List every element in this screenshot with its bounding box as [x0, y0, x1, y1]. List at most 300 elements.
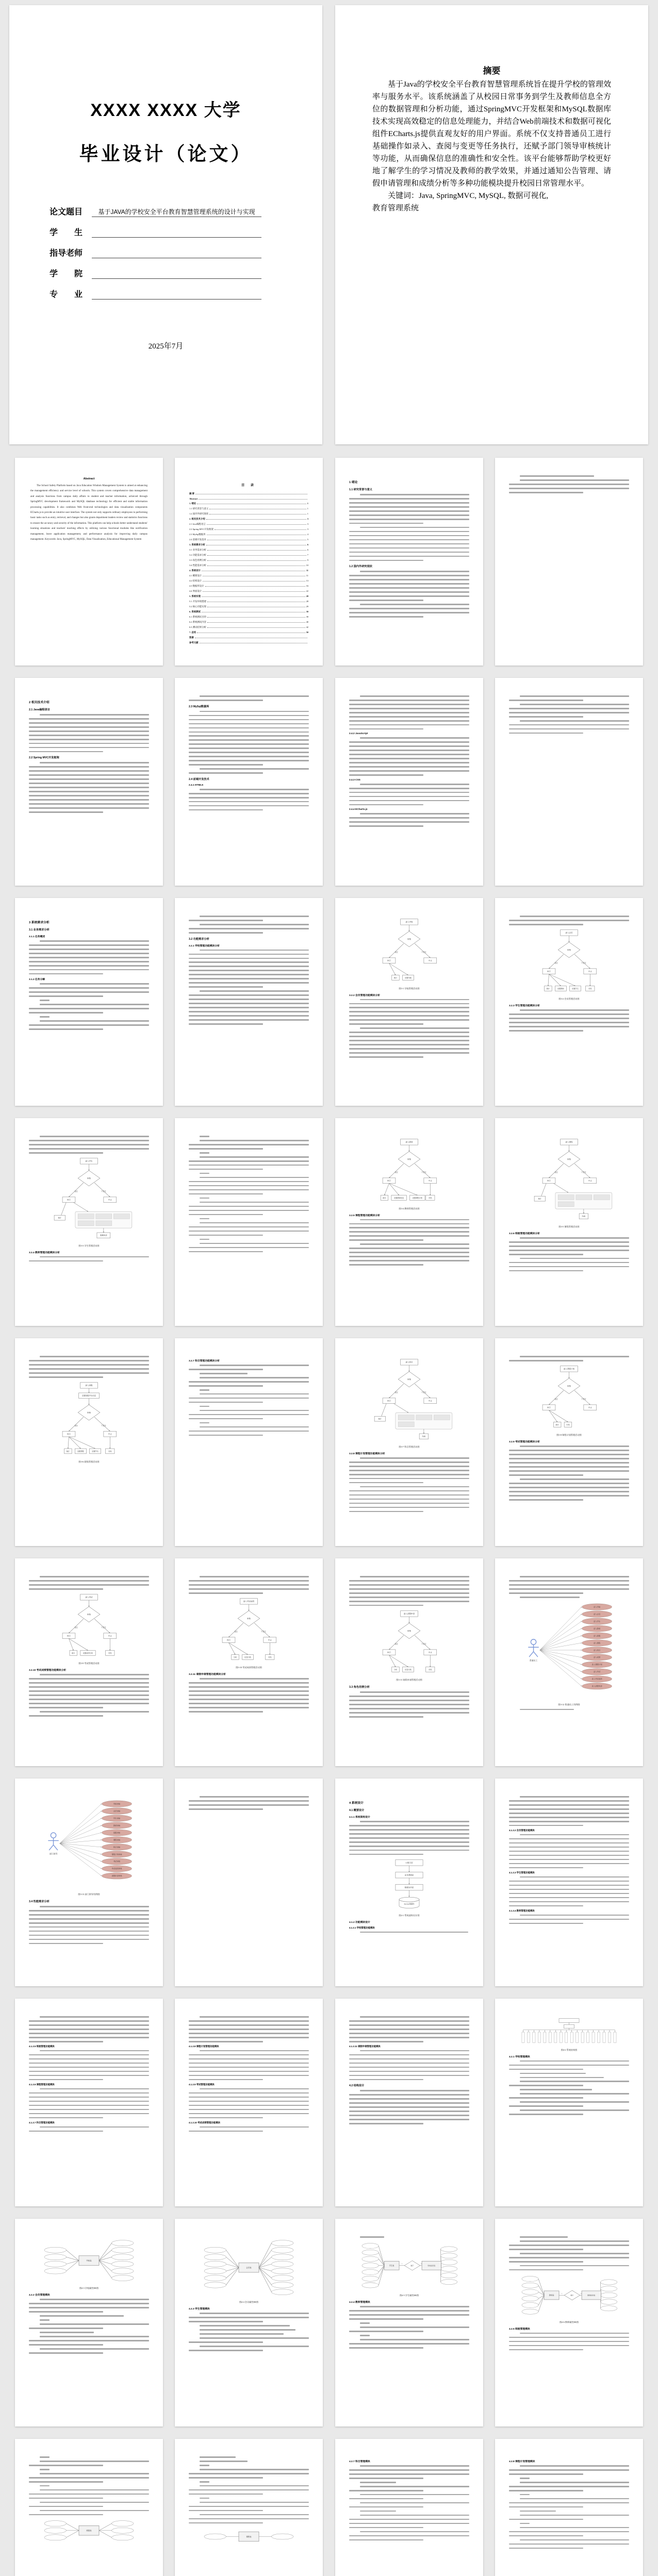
text-line: [360, 494, 469, 495]
toc-entry-label: 1. 绪论: [189, 502, 196, 505]
text-line: [520, 1597, 580, 1598]
text-line: [40, 2473, 149, 2474]
paragraph-lines: [29, 1256, 149, 1262]
page-thumbnail-21: [335, 1338, 483, 1546]
text-line: [29, 735, 149, 736]
text-line: [189, 2117, 263, 2119]
section-heading: 4.2.8 课程计划管理模块: [509, 2461, 535, 2463]
text-line: [360, 1576, 469, 1577]
text-line: [349, 591, 469, 593]
toc-entry: [189, 636, 308, 639]
english-abstract-text: The School Safety Platform based on Java Education Wisdom Management System is aimed at enhancing the management efficiency and service level of schools. This system covers comprehensive data management and analysis functions from campus daily affairs to student and teacher information, achieved through SpringMVC development framework and MySQL database technology for efficient and stable information processing capabilities. It also combines Web front-end technologies and data visualization components ECharts.js to provide an intuitive user interface. The system not only supports ordinary employees in performing basic tasks such as entry, retrieval, and changes but also grants department leaders review and statistics functions to ensure the accuracy and security of the information. This platform can help schools better understand students' learning situations and teachers' teaching effects by utilizing various functional modules like notification management, leave application management, and performance analysis for improving daily campus management. Keywords: Java, SpringMVC, MySQL, Data Visualization, Educational Management System: [30, 485, 147, 541]
text-line: [509, 2519, 583, 2520]
text-line: [189, 954, 309, 955]
svg-text:学生审核: 学生审核: [113, 1817, 121, 1820]
text-line: [29, 1943, 103, 1945]
text-line: [520, 479, 629, 481]
paragraph-lines: [509, 1009, 629, 1032]
text-line: [349, 1601, 469, 1602]
svg-text:1: 1: [402, 2263, 403, 2265]
toc-dot-leader: [207, 554, 306, 556]
paragraph-lines: [509, 1576, 629, 1594]
text-line: [509, 1905, 583, 1907]
cover-field-row: [50, 228, 261, 238]
text-line: [509, 1266, 629, 1268]
svg-text:中止: 中止: [428, 1400, 432, 1402]
page-thumbnail-34: [495, 1999, 643, 2206]
text-line: [189, 732, 309, 733]
toc-entry-label: 4. 系统设计: [189, 569, 201, 572]
text-line: [360, 2515, 469, 2516]
paragraph-lines: [29, 762, 149, 812]
abstract-keywords-line2: 教育管理系统: [372, 204, 419, 212]
svg-text:中止: 中止: [108, 1433, 112, 1435]
paragraph-lines: [189, 1410, 309, 1420]
figure-caption: 图4-4 会员属性ER图: [239, 2301, 259, 2304]
text-line: [29, 1686, 149, 1688]
text-line: [349, 2310, 469, 2312]
text-line: [349, 2347, 423, 2349]
text-line: [29, 2054, 149, 2056]
text-line: [349, 700, 469, 701]
toc-entry-label: 2.1 Java编程语言: [189, 523, 206, 526]
text-line: [29, 2328, 103, 2329]
toc-dot-leader: [205, 585, 305, 587]
svg-text:执行: 执行: [67, 1635, 71, 1637]
paragraph-lines: [349, 1027, 469, 1057]
section-heading: 4.1.2.5 班级管理功能模块: [29, 2045, 55, 2048]
text-line: [349, 506, 469, 508]
paragraph-lines: [349, 737, 469, 775]
text-line: [509, 1270, 583, 1272]
figure-caption: 图3-9 考试管理活动图: [78, 1662, 100, 1665]
page-thumbnail-22: [495, 1338, 643, 1546]
text-line: [189, 1144, 309, 1145]
text-line: [360, 1027, 469, 1029]
text-line: [200, 2502, 309, 2503]
text-line: [349, 2539, 423, 2541]
text-line: [40, 1906, 149, 1907]
paragraph-lines: [509, 2101, 629, 2107]
text-line: [29, 2311, 103, 2313]
paragraph-lines: [509, 2077, 629, 2079]
svg-text:分析: 分析: [393, 1668, 398, 1671]
text-line: [520, 2523, 530, 2524]
paragraph-lines: [349, 2465, 469, 2479]
toc-dot-leader: [207, 533, 306, 535]
text-line: [509, 1580, 629, 1582]
figure-caption: 图3-12 普通员工用例图: [558, 1703, 580, 1706]
text-line: [520, 2236, 568, 2238]
text-line: [200, 1198, 209, 1199]
text-line: [189, 1588, 309, 1590]
svg-text:设置学生: 设置学生: [92, 1450, 98, 1453]
section-heading: 4.1.2.7 科目管理功能模块: [29, 2121, 55, 2124]
svg-text:通过: 通过: [554, 962, 558, 965]
page-thumbnail-13: [335, 898, 483, 1106]
page-thumbnail-4: [175, 458, 323, 666]
toc-entry-label: 3.1 业务需求分析: [189, 549, 206, 552]
text-line: [29, 2071, 149, 2072]
text-line: [349, 716, 469, 718]
text-line: [189, 793, 309, 794]
text-line: [349, 728, 423, 730]
section-heading: 4 系统设计: [349, 1802, 364, 1805]
svg-text:中止: 中止: [428, 1179, 432, 1182]
text-line: [189, 2522, 263, 2524]
text-line: [189, 2518, 309, 2520]
text-line: [520, 2093, 629, 2095]
text-line: [29, 751, 103, 753]
text-line: [40, 2510, 149, 2512]
text-line: [29, 957, 149, 958]
text-line: [520, 916, 629, 917]
text-line: [200, 2514, 309, 2516]
paragraph-lines: [189, 1152, 309, 1154]
text-line: [200, 990, 309, 992]
text-line: [509, 1241, 629, 1243]
toc-entry: [189, 518, 308, 521]
text-line: [29, 953, 149, 954]
text-line: [189, 970, 309, 971]
svg-text:执行: 执行: [387, 1400, 391, 1402]
paragraph-lines: [509, 2240, 629, 2250]
svg-text:审核: 审核: [567, 1158, 571, 1160]
svg-text:部门领导: 部门领导: [49, 1853, 58, 1855]
text-line: [509, 1487, 629, 1488]
text-line: [509, 1360, 583, 1361]
paragraph-lines: [349, 494, 469, 524]
toc-dot-leader: [199, 497, 307, 500]
text-line: [349, 1256, 469, 1257]
text-line: [349, 1584, 469, 1586]
text-line: [509, 1018, 629, 1019]
text-line: [360, 2090, 469, 2091]
text-line: [349, 2469, 469, 2471]
text-line: [40, 2016, 149, 2018]
svg-text:不通过: 不通过: [101, 1424, 106, 1427]
text-line: [509, 1923, 583, 1924]
svg-text:分析: 分析: [233, 1656, 237, 1658]
page-thumbnail-37: [335, 2219, 483, 2427]
paragraph-lines: [29, 2336, 149, 2346]
text-line: [200, 1218, 209, 1220]
text-line: [349, 1588, 469, 1590]
text-line: [200, 1243, 309, 1244]
text-line: [349, 704, 469, 705]
paragraph-lines: [189, 2481, 309, 2483]
section-heading: 3.4 性能需求分析: [29, 1900, 50, 1903]
svg-text:统计: 统计: [378, 1418, 382, 1420]
page-thumbnail-14: [495, 898, 643, 1106]
toc-page-number: 13: [306, 579, 308, 582]
text-line: [360, 2016, 469, 2018]
page-thumbnail-40: [175, 2439, 323, 2576]
toc-entry-label: 3.2 功能需求分析: [189, 554, 206, 556]
toc-dot-leader: [203, 579, 305, 581]
paragraph-lines: [29, 2323, 149, 2329]
er-diagram: [15, 2518, 163, 2545]
text-line: [29, 795, 149, 796]
svg-text:设置教师: 设置教师: [557, 987, 564, 990]
text-line: [189, 715, 309, 717]
text-line: [349, 712, 469, 713]
text-line: [349, 575, 469, 576]
text-line: [29, 807, 149, 809]
text-line: [509, 1800, 629, 1802]
text-line: [520, 1009, 629, 1011]
text-line: [349, 1829, 469, 1831]
toc-page-number: 6: [307, 543, 308, 546]
page-thumbnail-25: [335, 1558, 483, 1766]
paragraph-lines: [509, 1876, 629, 1906]
text-line: [520, 2060, 629, 2062]
toc-page-number: 16: [306, 584, 308, 587]
figure-caption: 图4-3 学校属性ER图: [79, 2287, 99, 2290]
text-line: [189, 2113, 309, 2115]
text-line: [189, 2473, 309, 2474]
paragraph-lines: [509, 2093, 629, 2099]
svg-text:审核: 审核: [407, 1630, 412, 1632]
svg-text:课程审核: 课程审核: [113, 1839, 121, 1841]
text-line: [509, 1030, 583, 1032]
page-thumbnail-35: [15, 2219, 163, 2427]
svg-text:科目审核: 科目审核: [113, 1846, 121, 1849]
text-line: [189, 2510, 263, 2512]
svg-text:录入成绩: 录入成绩: [593, 1656, 601, 1659]
text-line: [189, 747, 309, 749]
svg-text:不通过: 不通过: [421, 951, 426, 954]
text-line: [509, 700, 583, 701]
toc-dot-leader: [197, 502, 306, 504]
text-line: [200, 1136, 209, 1137]
text-line: [189, 2063, 309, 2064]
paragraph-lines: [29, 1356, 149, 1378]
text-line: [29, 726, 149, 728]
paragraph-lines: [509, 2498, 629, 2508]
toc-page-number: 40: [306, 620, 308, 623]
paragraph-lines: [349, 1243, 469, 1266]
text-line: [40, 1674, 149, 1675]
section-heading: 4.2.3 学生管理模块: [189, 2308, 210, 2311]
text-line: [509, 1454, 629, 1455]
text-line: [360, 813, 469, 815]
toc-dot-leader: [207, 626, 305, 628]
paragraph-lines: [29, 983, 149, 997]
paragraph-lines: [29, 2299, 149, 2313]
section-heading: 4.1.1 系统架构设计: [349, 1816, 370, 1819]
svg-text:通过: 通过: [74, 1626, 78, 1629]
text-line: [509, 2257, 629, 2258]
svg-text:归档: 归档: [429, 1668, 432, 1671]
text-line: [360, 1457, 469, 1459]
paragraph-lines: [509, 2089, 629, 2090]
text-line: [349, 2110, 469, 2112]
paragraph-lines: [349, 999, 469, 1025]
text-line: [349, 2102, 469, 2104]
toc-entry: [189, 585, 308, 588]
text-line: [509, 1847, 629, 1848]
svg-text:执行: 执行: [226, 1639, 231, 1641]
text-line: [349, 498, 469, 500]
text-line: [349, 720, 469, 722]
paragraph-lines: [509, 2465, 629, 2475]
page-thumbnail-27: [15, 1779, 163, 1986]
activity-diagram: [15, 1156, 163, 1243]
toc-dot-leader: [215, 528, 306, 530]
text-line: [349, 2498, 423, 2500]
page-thumbnail-31: [15, 1999, 163, 2206]
section-heading: 4.1 概要设计: [349, 1809, 365, 1812]
svg-text:设置课程计划: 设置课程计划: [412, 1196, 422, 1199]
figure-caption: 图3-13 部门领导用例图: [78, 1892, 100, 1896]
text-line: [29, 1144, 149, 1145]
text-line: [189, 920, 263, 921]
text-line: [509, 1013, 629, 1015]
page-thumbnail-12: [175, 898, 323, 1106]
text-line: [509, 2544, 629, 2545]
text-line: [509, 2345, 629, 2347]
text-line: [520, 2511, 556, 2512]
text-line: [189, 2033, 309, 2034]
text-line: [200, 2050, 309, 2052]
text-line: [29, 1694, 149, 1696]
text-line: [189, 2489, 309, 2491]
section-heading: 4.1.2.8 课程计划管理功能模块: [189, 2045, 219, 2048]
text-line: [509, 728, 629, 730]
page-thumbnail-33: [335, 1999, 483, 2206]
cover-field-row: [50, 270, 261, 279]
field-underline: [92, 228, 261, 238]
text-line: [189, 1707, 309, 1708]
paragraph-lines: [189, 990, 309, 1024]
text-line: [29, 944, 149, 946]
text-line: [509, 1483, 629, 1484]
svg-text:审核: 审核: [567, 949, 571, 951]
text-line: [509, 1901, 629, 1903]
text-line: [349, 535, 469, 537]
text-line: [29, 2109, 149, 2110]
text-line: [29, 961, 149, 962]
svg-text:UI展示层: UI展示层: [405, 1862, 413, 1864]
text-line: [349, 510, 469, 512]
text-line: [189, 1007, 309, 1008]
text-line: [189, 760, 309, 761]
text-line: [349, 788, 469, 789]
toc-entry: [189, 554, 308, 557]
svg-text:统计: 统计: [66, 1450, 70, 1453]
toc-dot-leader: [207, 616, 305, 618]
svg-text:进入科目: 进入科目: [405, 1361, 413, 1364]
text-line: [520, 1709, 574, 1710]
text-line: [509, 1808, 629, 1810]
paragraph-lines: [349, 2486, 469, 2491]
text-line: [200, 916, 309, 917]
text-line: [29, 949, 149, 950]
paragraph-lines: [189, 1389, 309, 1391]
paragraph-lines: [509, 475, 629, 477]
text-line: [360, 695, 469, 697]
text-line: [189, 2494, 263, 2495]
text-line: [349, 825, 423, 827]
text-line: [29, 1715, 103, 1717]
text-line: [189, 2506, 309, 2507]
paragraph-lines: [349, 2322, 469, 2324]
paragraph-lines: [29, 2315, 149, 2317]
section-heading: 2.2 Spring MVC开发框架: [29, 756, 59, 760]
paragraph-lines: [29, 2016, 149, 2042]
text-line: [200, 789, 309, 790]
paragraph-lines: [349, 695, 469, 729]
toc-entry-label: 摘 要: [189, 492, 194, 495]
text-line: [189, 1369, 263, 1370]
page-thumbnail-6: [495, 458, 643, 666]
paragraph-lines: [509, 704, 629, 718]
svg-text:中止: 中止: [428, 959, 432, 962]
toc-entry: [189, 590, 308, 593]
text-line: [189, 1206, 309, 1207]
text-line: [349, 1592, 469, 1594]
svg-text:录入教师: 录入教师: [593, 1627, 601, 1630]
text-line: [349, 1597, 469, 1598]
text-line: [520, 1796, 629, 1798]
section-heading: 3.2.4 教师管理功能模块分析: [29, 1251, 60, 1254]
text-line: [360, 2502, 469, 2504]
section-heading: 2.3 MySql数据库: [189, 705, 209, 708]
text-line: [189, 999, 309, 1000]
text-line: [349, 579, 469, 580]
page-thumbnail-30: [495, 1779, 643, 1986]
paragraph-lines: [29, 2510, 149, 2516]
figure-caption: 图4-6 教师属性ER图: [559, 2320, 579, 2323]
paragraph-lines: [349, 2050, 469, 2080]
text-line: [360, 1486, 469, 1488]
text-line: [29, 791, 149, 792]
text-line: [40, 2319, 50, 2321]
paragraph-lines: [349, 2090, 469, 2124]
text-line: [349, 2331, 423, 2332]
svg-text:中止: 中止: [588, 1406, 592, 1409]
text-line: [509, 724, 629, 726]
page-thumbnail-8: [175, 678, 323, 886]
text-line: [509, 2337, 629, 2338]
toc-entry-label: 2.2 Spring MVC开发框架: [189, 528, 213, 531]
text-line: [360, 1821, 469, 1822]
paragraph-lines: [189, 2329, 309, 2331]
text-line: [189, 2097, 309, 2098]
toc-entry: [189, 512, 308, 516]
page-thumbnail-28: [175, 1779, 323, 1986]
text-line: [349, 1474, 469, 1475]
cover-page: [9, 5, 322, 444]
text-line: [509, 1821, 629, 1822]
text-line: [349, 1227, 469, 1228]
paragraph-lines: [509, 1597, 629, 1598]
svg-text:属于: 属于: [570, 2294, 574, 2297]
toc-entry: [189, 492, 308, 495]
section-heading: 3.3 角色用例分析: [349, 1686, 370, 1689]
text-line: [520, 2478, 530, 2479]
section-heading: 4.1.2.6 课程管理功能模块: [29, 2083, 55, 2086]
toc-entry: [189, 610, 308, 613]
text-line: [349, 1846, 469, 1847]
svg-text:进入课程计划: 进入课程计划: [563, 1368, 575, 1370]
text-line: [189, 2020, 309, 2022]
text-line: [509, 920, 629, 921]
section-heading: 4.1.2.11 请假申请管理功能模块: [349, 2045, 381, 2048]
text-line: [189, 1193, 263, 1195]
text-line: [360, 2486, 469, 2487]
